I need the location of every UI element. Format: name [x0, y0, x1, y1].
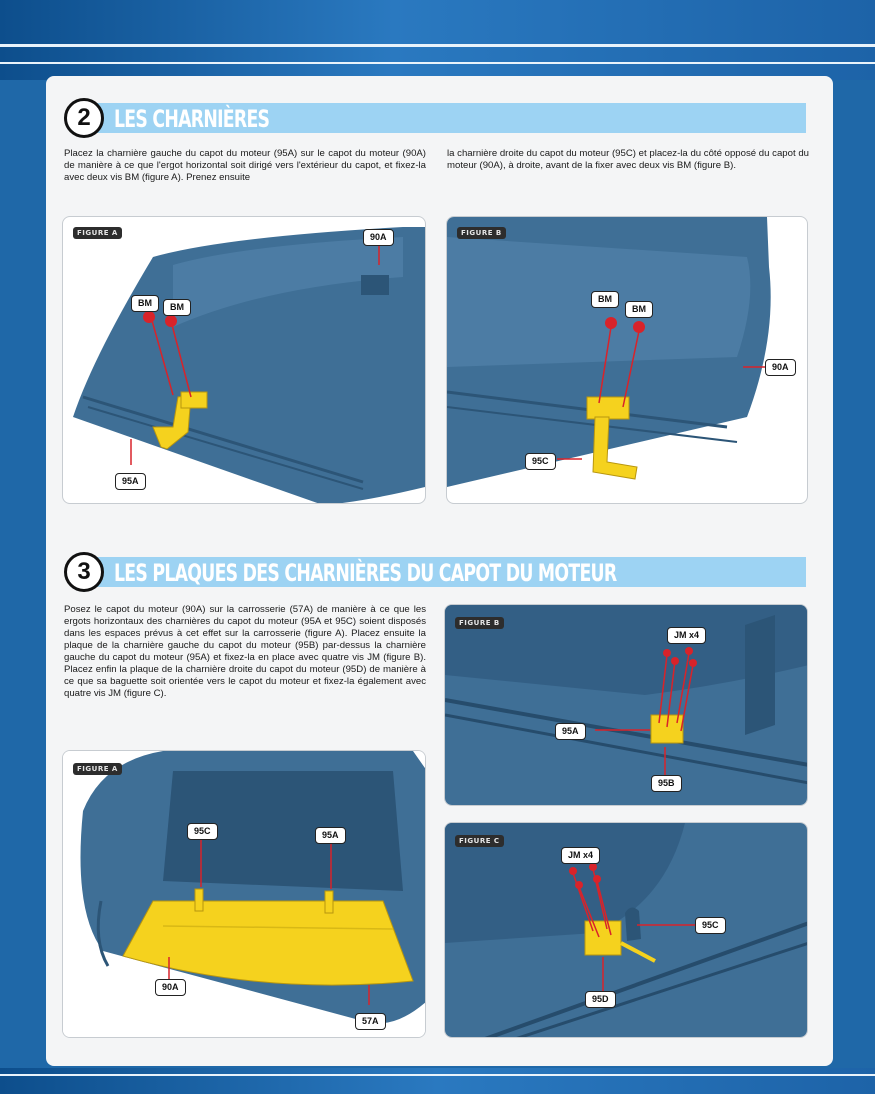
callout-90a: 90A — [765, 359, 796, 376]
figure-3b-illustration — [445, 605, 808, 806]
figure-3a-illustration — [63, 751, 426, 1038]
top-stripe — [0, 44, 875, 47]
figure-2a-panel — [62, 216, 426, 504]
callout-57a: 57A — [355, 1013, 386, 1030]
section-3-text: Posez le capot du moteur (90A) sur la carrosserie (57A) de manière à ce que les ergots horizontaux des charnières du capot du moteur (95A et 95C) soient disposés dans les espaces prévus à cet effet sur la carrosserie (figure A). Placez ensuite la plaque de la charnière gauche du capot du moteur (95B) par-dessus la charnière gauche du capot du moteur (95A) et fixez-la en place avec quatre vis JM (figure B). Placez enfin la plaque de la charnière droite du capot du moteur (95D) de manière à ce que sa baguette soit orientée vers le capot du moteur et fixez-la également avec quatre vis JM (figure C). — [64, 604, 426, 699]
section-title: LES PLAQUES DES CHARNIÈRES DU CAPOT DU MOTEUR — [114, 559, 617, 587]
figure-2b-panel — [446, 216, 808, 504]
callout-90a: 90A — [363, 229, 394, 246]
top-banner — [0, 0, 875, 80]
callout-jm-x4: JM x4 — [667, 627, 706, 644]
figure-2b-illustration — [447, 217, 808, 504]
callout-90a: 90A — [155, 979, 186, 996]
figure-label: FIGURE A — [73, 227, 122, 239]
figure-label: FIGURE B — [457, 227, 506, 239]
callout-95b: 95B — [651, 775, 682, 792]
section-2-heading — [64, 98, 806, 138]
figure-3c-panel — [444, 822, 808, 1038]
callout-95a: 95A — [555, 723, 586, 740]
top-stripe-thin — [0, 62, 875, 64]
figure-label: FIGURE B — [455, 617, 504, 629]
instruction-page — [46, 76, 833, 1066]
figure-3a-panel — [62, 750, 426, 1038]
figure-3b-panel — [444, 604, 808, 806]
callout-95c: 95C — [695, 917, 726, 934]
callout-jm-x4: JM x4 — [561, 847, 600, 864]
section-title: LES CHARNIÈRES — [114, 105, 270, 133]
section-2-text-left: Placez la charnière gauche du capot du moteur (95A) sur le capot du moteur (90A) de manière à ce que l'ergot horizontal soit dirigé vers l'extérieur du capot, et fixez-la avec deux vis BM (figure A). Prenez ensuite — [64, 148, 426, 183]
callout-95c: 95C — [525, 453, 556, 470]
step-number: 2 — [64, 98, 104, 138]
callout-95a: 95A — [115, 473, 146, 490]
figure-3c-illustration — [445, 823, 808, 1038]
callout-95c: 95C — [187, 823, 218, 840]
section-3-heading — [64, 552, 806, 592]
step-number: 3 — [64, 552, 104, 592]
callout-95a: 95A — [315, 827, 346, 844]
callout-bm: BM — [163, 299, 191, 316]
callout-bm: BM — [131, 295, 159, 312]
bottom-banner — [0, 1068, 875, 1094]
callout-bm: BM — [591, 291, 619, 308]
section-2-text-right: la charnière droite du capot du moteur (95C) et placez-la du côté opposé du capot du moteur (90A), à droite, avant de la fixer avec deux vis BM (figure B). — [447, 148, 809, 171]
figure-label: FIGURE A — [73, 763, 122, 775]
figure-2a-illustration — [63, 217, 426, 504]
bottom-stripe — [0, 1074, 875, 1076]
figure-label: FIGURE C — [455, 835, 504, 847]
callout-bm: BM — [625, 301, 653, 318]
callout-95d: 95D — [585, 991, 616, 1008]
